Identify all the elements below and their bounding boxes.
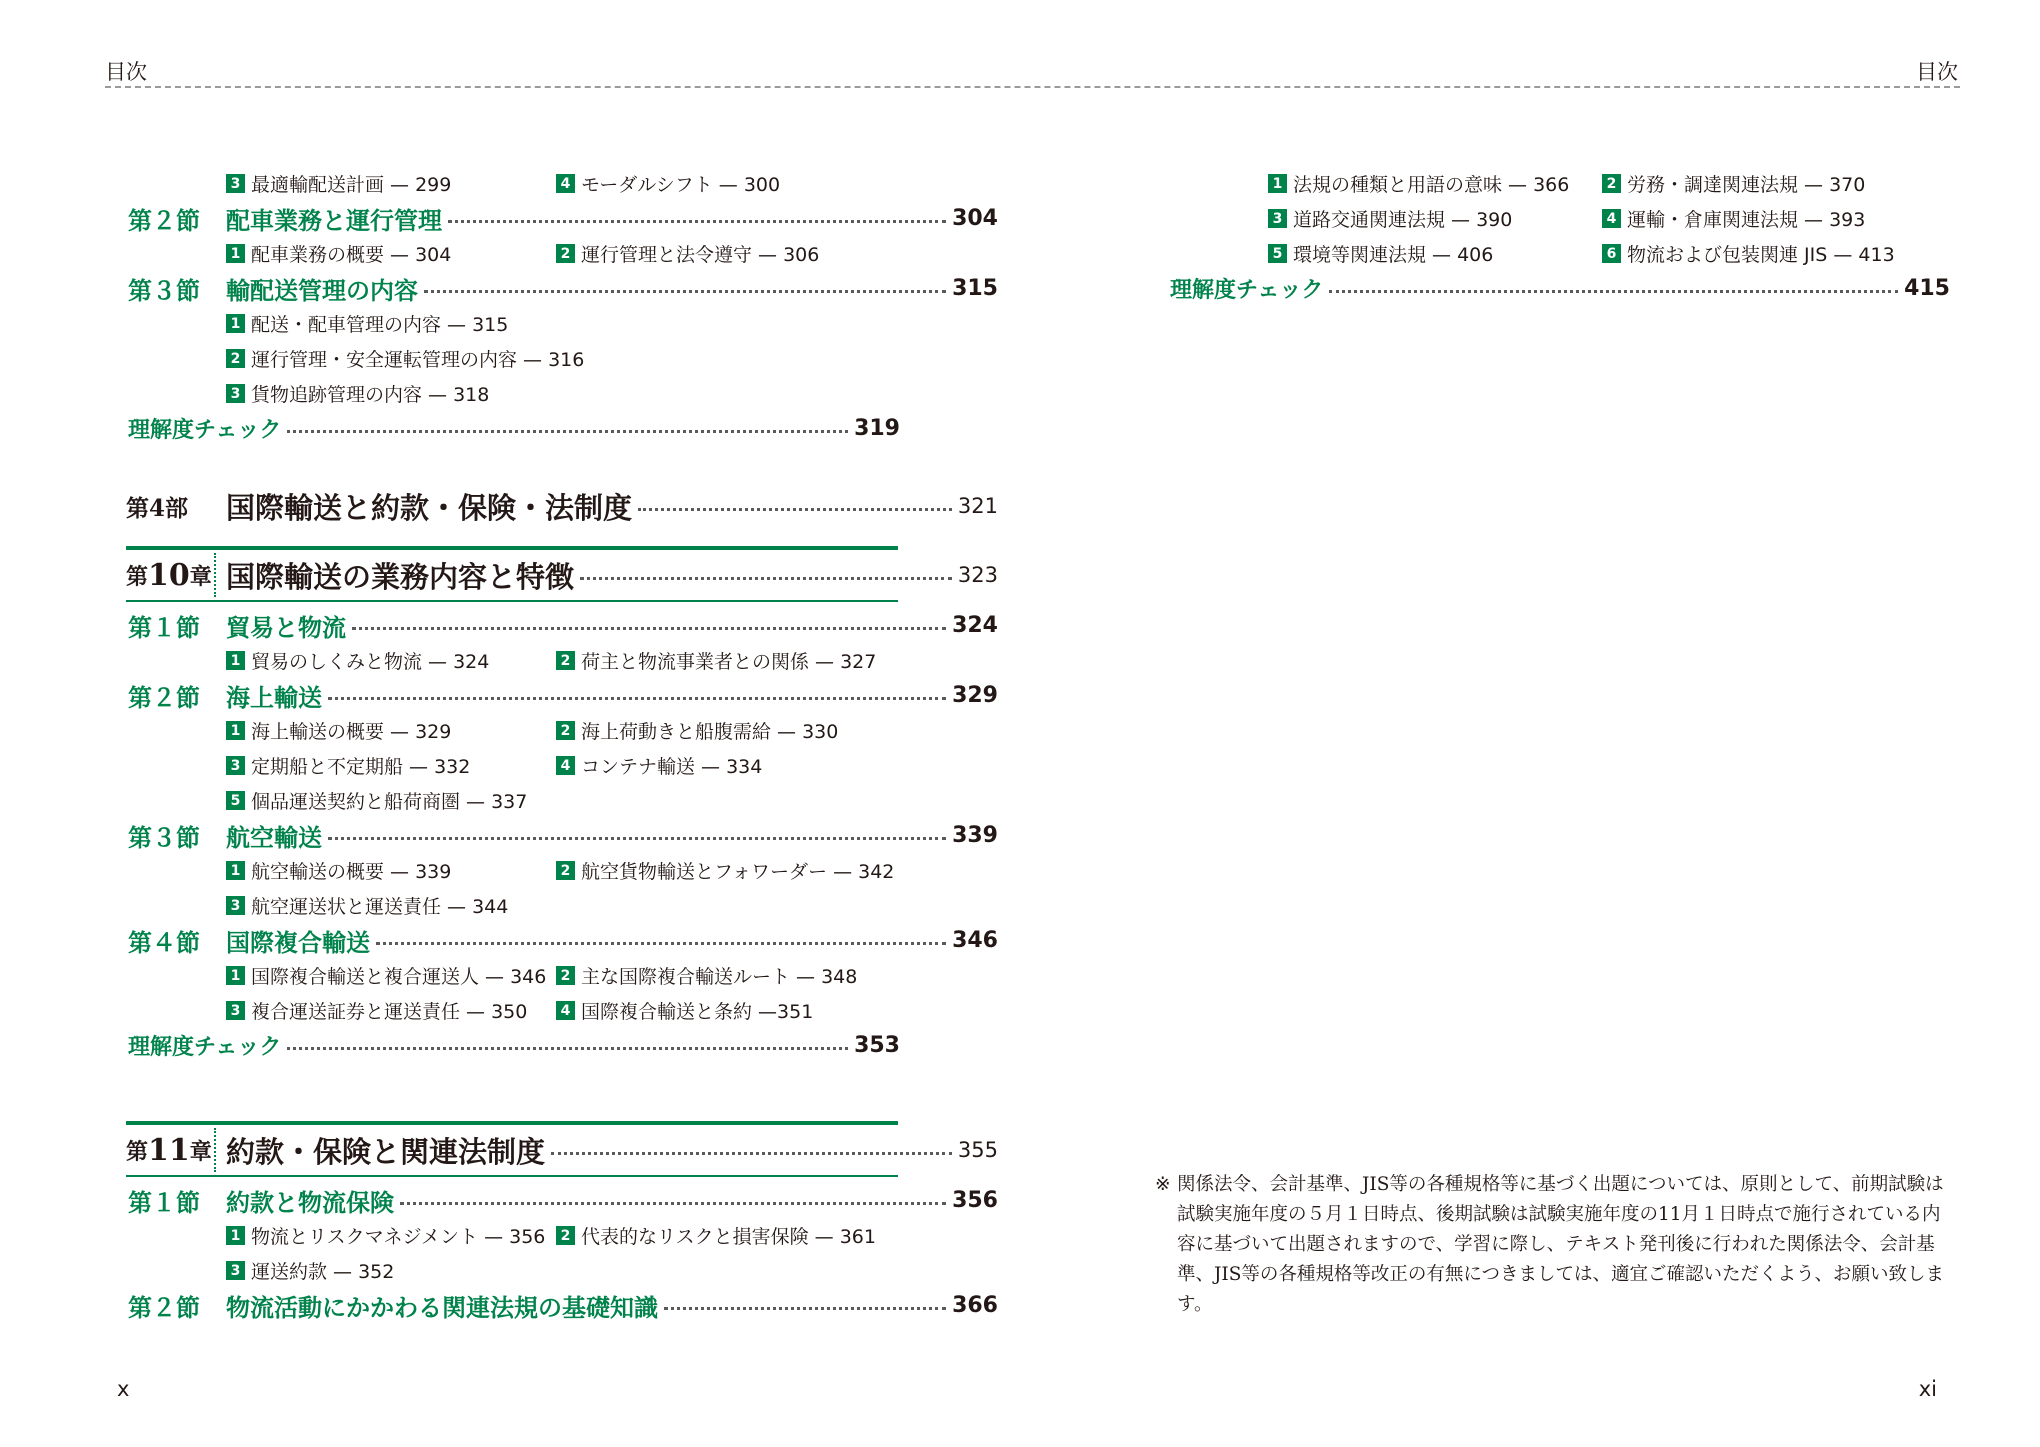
item-row bbox=[126, 643, 898, 678]
item-number-badge: 1 bbox=[226, 1226, 245, 1245]
item-text: モーダルシフト — 300 bbox=[581, 174, 781, 196]
page-number: 353 bbox=[854, 1033, 900, 1058]
item-number-badge: 3 bbox=[1268, 209, 1287, 228]
page-number: 304 bbox=[952, 206, 998, 231]
running-header-left: 目次 bbox=[105, 60, 147, 84]
item-row bbox=[126, 376, 898, 411]
toc-left-column bbox=[126, 166, 998, 1323]
toc-item[interactable] bbox=[1268, 170, 1569, 197]
section-label: 第３節 bbox=[128, 277, 200, 305]
section-heading[interactable] bbox=[126, 608, 998, 643]
page-number: 329 bbox=[952, 683, 998, 708]
page-number: 321 bbox=[957, 494, 998, 518]
chapter-label bbox=[126, 1128, 216, 1172]
section-label: 第２節 bbox=[128, 207, 200, 235]
toc-item[interactable] bbox=[556, 857, 894, 884]
toc-item[interactable] bbox=[226, 240, 451, 267]
item-number-badge: 4 bbox=[556, 756, 575, 775]
toc-item[interactable] bbox=[556, 752, 762, 779]
toc-item[interactable] bbox=[1602, 240, 1895, 267]
header-rule bbox=[105, 86, 1960, 88]
item-text: 運行管理と法令遵守 — 306 bbox=[581, 244, 820, 266]
item-row bbox=[126, 341, 898, 376]
section-label: 第４節 bbox=[128, 929, 200, 957]
leader-dots bbox=[1329, 290, 1898, 293]
item-number-badge: 1 bbox=[226, 966, 245, 985]
item-row bbox=[126, 1218, 898, 1253]
leader-dots bbox=[328, 837, 946, 840]
item-number-badge: 4 bbox=[556, 174, 575, 193]
item-number-badge: 1 bbox=[226, 314, 245, 333]
review-check-heading[interactable] bbox=[126, 411, 898, 446]
leader-dots bbox=[376, 942, 946, 945]
leader-dots bbox=[638, 508, 952, 511]
item-text: 代表的なリスクと損害保険 — 361 bbox=[581, 1226, 876, 1248]
toc-item[interactable] bbox=[226, 310, 508, 337]
item-number-badge: 3 bbox=[226, 896, 245, 915]
chapter-number: 10 bbox=[148, 557, 190, 593]
part-title: 国際輸送と約款・保険・法制度 bbox=[226, 490, 633, 525]
item-number-badge: 3 bbox=[226, 384, 245, 403]
section-label: 第１節 bbox=[128, 614, 200, 642]
section-label: 第２節 bbox=[128, 684, 200, 712]
running-header-right: 目次 bbox=[1916, 60, 1958, 84]
item-row bbox=[126, 853, 898, 888]
item-text: 最適輸配送計画 — 299 bbox=[251, 174, 452, 196]
toc-item[interactable] bbox=[556, 170, 780, 197]
toc-item[interactable] bbox=[226, 1257, 394, 1284]
review-check-title: 理解度チェック bbox=[128, 1035, 282, 1060]
item-text: 定期船と不定期船 — 332 bbox=[251, 756, 471, 778]
item-number-badge: 1 bbox=[226, 651, 245, 670]
toc-item[interactable] bbox=[226, 892, 508, 919]
item-row bbox=[126, 713, 898, 748]
item-text: 環境等関連法規 — 406 bbox=[1293, 244, 1494, 266]
item-text: 配送・配車管理の内容 — 315 bbox=[251, 314, 509, 336]
item-number-badge: 2 bbox=[556, 1226, 575, 1245]
section-label: 第２節 bbox=[128, 1294, 200, 1322]
item-number-badge: 1 bbox=[1268, 174, 1287, 193]
item-text: 貨物追跡管理の内容 — 318 bbox=[251, 384, 490, 406]
page-number: 339 bbox=[952, 823, 998, 848]
item-number-badge: 6 bbox=[1602, 244, 1621, 263]
spacer bbox=[126, 1063, 898, 1111]
section-title: 輸配送管理の内容 bbox=[226, 277, 418, 305]
section-title: 航空輸送 bbox=[226, 824, 322, 852]
page-number: 324 bbox=[952, 613, 998, 638]
item-text: 主な国際複合輸送ルート — 348 bbox=[581, 966, 858, 988]
leader-dots bbox=[580, 577, 952, 580]
item-text: 国際複合輸送と複合運送人 — 346 bbox=[251, 966, 547, 988]
toc-item[interactable] bbox=[226, 717, 451, 744]
item-text: 荷主と物流事業者との関係 — 327 bbox=[581, 651, 877, 673]
leader-dots bbox=[287, 1047, 848, 1050]
item-text: 航空輸送の概要 — 339 bbox=[251, 861, 452, 883]
item-number-badge: 4 bbox=[556, 1001, 575, 1020]
exam-notice bbox=[1155, 1170, 1955, 1320]
toc-item[interactable] bbox=[556, 240, 819, 267]
page-number: 366 bbox=[952, 1293, 998, 1318]
item-text: 配車業務の概要 — 304 bbox=[251, 244, 452, 266]
item-text: 海上輸送の概要 — 329 bbox=[251, 721, 452, 743]
item-text: 航空貨物輸送とフォワーダー — 342 bbox=[581, 861, 895, 883]
item-number-badge: 2 bbox=[1602, 174, 1621, 193]
reference-mark: ※ bbox=[1155, 1174, 1171, 1195]
section-heading[interactable] bbox=[126, 818, 998, 853]
chapter-label-prefix: 第 bbox=[126, 563, 149, 590]
item-row bbox=[1168, 201, 1948, 236]
page-number: 356 bbox=[952, 1188, 998, 1213]
section-heading[interactable] bbox=[126, 1183, 998, 1218]
review-check-heading[interactable] bbox=[1168, 271, 1948, 306]
item-text: 運輸・倉庫関連法規 — 393 bbox=[1627, 209, 1866, 231]
item-number-badge: 1 bbox=[226, 861, 245, 880]
item-text: 個品運送契約と船荷商圏 — 337 bbox=[251, 791, 528, 813]
item-number-badge: 4 bbox=[1602, 209, 1621, 228]
review-check-heading[interactable] bbox=[126, 1028, 898, 1063]
chapter-label-prefix: 第 bbox=[126, 1138, 149, 1165]
leader-dots bbox=[287, 430, 848, 433]
chapter-title: 約款・保険と関連法制度 bbox=[226, 1134, 546, 1169]
part-label: 第4部 bbox=[126, 494, 189, 522]
toc-item[interactable] bbox=[1268, 205, 1512, 232]
toc-item[interactable] bbox=[556, 1222, 876, 1249]
section-heading[interactable] bbox=[126, 271, 998, 306]
item-number-badge: 2 bbox=[556, 966, 575, 985]
toc-right-column bbox=[1168, 166, 1948, 306]
toc-item[interactable] bbox=[1268, 240, 1493, 267]
toc-item[interactable] bbox=[226, 962, 546, 989]
item-row bbox=[1168, 166, 1948, 201]
item-row bbox=[126, 306, 898, 341]
page-folio-left: x bbox=[117, 1377, 130, 1401]
page-number: 346 bbox=[952, 928, 998, 953]
toc-item[interactable] bbox=[226, 345, 584, 372]
item-text: 物流および包装関連 JIS — 413 bbox=[1627, 244, 1895, 266]
item-text: 航空運送状と運送責任 — 344 bbox=[251, 896, 509, 918]
item-number-badge: 5 bbox=[226, 791, 245, 810]
leader-dots bbox=[328, 697, 946, 700]
leader-dots bbox=[400, 1202, 946, 1205]
chapter-number: 11 bbox=[148, 1132, 190, 1168]
item-text: 法規の種類と用語の意味 — 366 bbox=[1293, 174, 1570, 196]
section-title: 貿易と物流 bbox=[226, 614, 346, 642]
item-row bbox=[126, 958, 898, 993]
chapter-label bbox=[126, 553, 216, 597]
exam-notice-text: 関係法令、会計基準、JIS等の各種規格等に基づく出題については、原則として、前期試験は試験実施年度の５月１日時点、後期試験は試験実施年度の11月１日時点で施行されている内容に基づいて出題されますので、学習に際し、テキスト発刊後に行われた関係法令、会計基準、JIS等の各種規格等改正の有無につきましては、適宜ご確認いただくよう、お願い致します。 bbox=[1177, 1174, 1945, 1315]
toc-item[interactable] bbox=[556, 997, 813, 1024]
item-row bbox=[126, 1253, 898, 1288]
item-row bbox=[126, 166, 898, 201]
toc-item[interactable] bbox=[556, 962, 857, 989]
toc-item[interactable] bbox=[556, 647, 876, 674]
item-text: 海上荷動きと船腹需給 — 330 bbox=[581, 721, 839, 743]
item-number-badge: 1 bbox=[226, 721, 245, 740]
toc-item[interactable] bbox=[1602, 170, 1865, 197]
leader-dots bbox=[352, 627, 946, 630]
item-text: 労務・調達関連法規 — 370 bbox=[1627, 174, 1866, 196]
review-check-title: 理解度チェック bbox=[128, 418, 282, 443]
part-heading[interactable] bbox=[126, 476, 998, 536]
item-text: 運送約款 — 352 bbox=[251, 1261, 395, 1283]
leader-dots bbox=[424, 290, 946, 293]
item-text: コンテナ輸送 — 334 bbox=[581, 756, 763, 778]
item-number-badge: 2 bbox=[226, 349, 245, 368]
section-title: 海上輸送 bbox=[226, 684, 322, 712]
item-text: 運行管理・安全運転管理の内容 — 316 bbox=[251, 349, 585, 371]
item-row bbox=[126, 783, 898, 818]
item-number-badge: 2 bbox=[556, 651, 575, 670]
item-number-badge: 3 bbox=[226, 1261, 245, 1280]
item-row bbox=[126, 748, 898, 783]
page-number: 315 bbox=[952, 276, 998, 301]
page-folio-right: xi bbox=[1918, 1377, 1937, 1401]
item-text: 貿易のしくみと物流 — 324 bbox=[251, 651, 490, 673]
section-heading[interactable] bbox=[126, 201, 998, 236]
toc-item[interactable] bbox=[226, 380, 489, 407]
item-text: 複合運送証券と運送責任 — 350 bbox=[251, 1001, 528, 1023]
item-text: 国際複合輸送と条約 —351 bbox=[581, 1001, 814, 1023]
chapter-title: 国際輸送の業務内容と特徴 bbox=[226, 559, 575, 594]
item-row bbox=[126, 236, 898, 271]
section-heading[interactable] bbox=[126, 1288, 998, 1323]
chapter-label-suffix: 章 bbox=[189, 563, 212, 590]
section-label: 第１節 bbox=[128, 1189, 200, 1217]
item-number-badge: 5 bbox=[1268, 244, 1287, 263]
toc-item[interactable] bbox=[226, 1222, 545, 1249]
toc-item[interactable] bbox=[1602, 205, 1865, 232]
chapter-label-suffix: 章 bbox=[189, 1138, 212, 1165]
toc-item[interactable] bbox=[226, 997, 527, 1024]
item-number-badge: 3 bbox=[226, 174, 245, 193]
toc-item[interactable] bbox=[226, 857, 451, 884]
item-row bbox=[126, 993, 898, 1028]
item-number-badge: 3 bbox=[226, 756, 245, 775]
toc-item[interactable] bbox=[226, 787, 527, 814]
item-number-badge: 3 bbox=[226, 1001, 245, 1020]
section-title: 約款と物流保険 bbox=[226, 1189, 394, 1217]
item-number-badge: 1 bbox=[226, 244, 245, 263]
page-number: 355 bbox=[957, 1138, 998, 1162]
item-row bbox=[126, 888, 898, 923]
section-title: 国際複合輸送 bbox=[226, 929, 370, 957]
section-heading[interactable] bbox=[126, 678, 998, 713]
review-check-title: 理解度チェック bbox=[1170, 278, 1324, 303]
leader-dots bbox=[551, 1152, 952, 1155]
item-number-badge: 2 bbox=[556, 244, 575, 263]
page-number: 323 bbox=[957, 563, 998, 587]
leader-dots bbox=[448, 220, 946, 223]
page-number: 319 bbox=[854, 416, 900, 441]
chapter-heading[interactable] bbox=[126, 546, 998, 602]
item-text: 道路交通関連法規 — 390 bbox=[1293, 209, 1513, 231]
item-number-badge: 2 bbox=[556, 721, 575, 740]
item-row bbox=[1168, 236, 1948, 271]
toc-item[interactable] bbox=[226, 752, 470, 779]
leader-dots bbox=[664, 1307, 946, 1310]
section-heading[interactable] bbox=[126, 923, 998, 958]
toc-item[interactable] bbox=[226, 170, 451, 197]
item-number-badge: 2 bbox=[556, 861, 575, 880]
section-title: 物流活動にかかわる関連法規の基礎知識 bbox=[226, 1294, 658, 1322]
item-text: 物流とリスクマネジメント — 356 bbox=[251, 1226, 546, 1248]
toc-item[interactable] bbox=[556, 717, 838, 744]
toc-item[interactable] bbox=[226, 647, 489, 674]
chapter-heading[interactable] bbox=[126, 1121, 998, 1177]
page-number: 415 bbox=[1904, 276, 1950, 301]
section-label: 第３節 bbox=[128, 824, 200, 852]
section-title: 配車業務と運行管理 bbox=[226, 207, 442, 235]
